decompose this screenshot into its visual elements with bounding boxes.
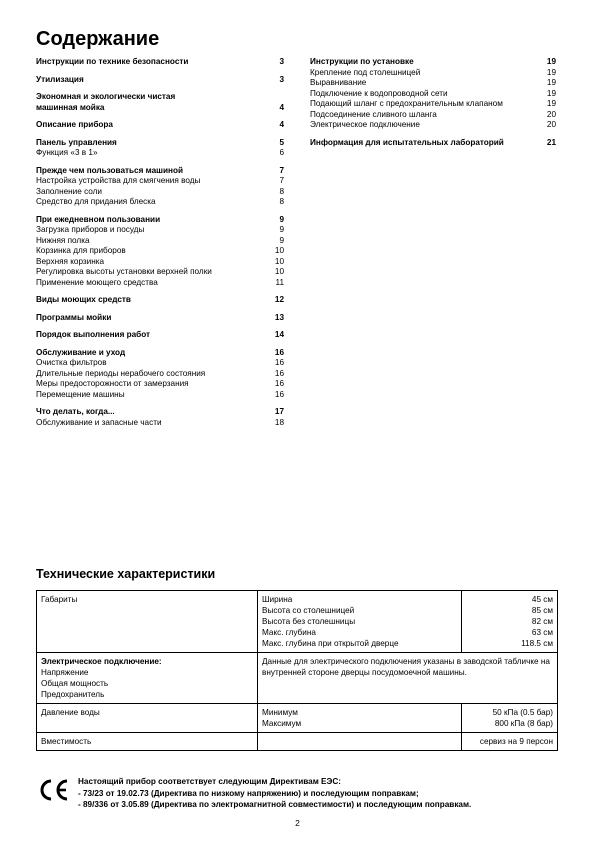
toc-gap [310,131,556,138]
toc-entry [310,99,556,110]
toc-entry-page: 9 [279,235,284,245]
toc-gap [36,68,284,75]
dimension-value: 45 см [531,595,553,604]
dimension-name: Высота без столешницы [262,617,356,626]
specs-heading: Технические характеристики [36,567,216,581]
capacity-empty [258,733,462,751]
toc-entry-title: Прежде чем пользоваться машиной [36,165,184,175]
toc-entry-title: При ежедневном пользовании [36,214,161,224]
toc-entry [36,418,284,429]
toc-entry [36,358,284,369]
toc-entry [310,138,556,149]
dimensions-values [462,591,558,653]
toc-entry-page: 20 [546,120,556,129]
toc-entry [36,225,284,236]
toc-entry-page: 16 [274,347,284,357]
toc-entry-page: 4 [279,102,284,112]
toc-entry-title: Подсоединение сливного шланга [310,109,437,119]
toc-entry-title: Настройка устройства для смягчения воды [36,176,201,185]
capacity-label: Вместимость [37,733,258,751]
dimension-value: 82 см [531,617,553,626]
toc-entry-title: Виды моющих средств [36,295,131,304]
toc-gap [36,208,284,215]
toc-entry-title: Функция «3 в 1» [36,148,98,157]
toc-entry-title: Что делать, когда... [36,407,115,416]
toc-entry-title: Выравнивание [310,78,367,87]
ce-mark-icon [38,778,70,802]
toc-entry-page: 19 [546,57,556,66]
capacity-value: сервиз на 9 персон [462,733,558,751]
toc-left-column [36,57,284,428]
toc-entry [36,57,284,68]
toc-entry [36,148,284,159]
water-max-label: Максимум [262,719,302,728]
electrical-label: Электрическое подключение: [41,657,162,666]
toc-entry-page: 10 [274,267,284,276]
toc-entry-page: 19 [546,78,556,87]
page-title: Содержание [36,28,160,50]
water-names [258,704,462,733]
electrical-cell [37,653,258,704]
toc-entry-title: Меры предосторожности от замерзания [36,379,189,388]
toc-entry [36,197,284,208]
toc-entry-title: Очистка фильтров [36,358,107,367]
toc-entry-title: Заполнение соли [36,186,102,196]
toc-entry-page: 11 [275,277,284,287]
toc-gap [36,113,284,120]
toc-entry-title: Длительные периоды нерабочего состояния [36,368,206,378]
toc-entry-page: 10 [274,256,284,266]
electrical-note: Данные для электрического подключения указаны в заводской табличке на внутренней стороне дверцы посудомоечной машины. [258,653,558,704]
toc-entry-title: Инструкции по технике безопасности [36,57,189,66]
toc-entry [36,257,284,268]
water-values [462,704,558,733]
toc-entry-page: 19 [546,99,556,108]
toc-entry-title: Средство для придания блеска [36,197,156,206]
toc-entry-title: машинная мойка [36,102,105,112]
toc-entry-page: 16 [274,379,284,388]
toc-entry [36,348,284,359]
toc-entry-page: 20 [546,109,556,119]
dimension-name: Макс. глубина при открытой дверце [262,639,399,648]
certification-line: - 89/336 от 3.05.89 (Директива по электромагнитной совместимости) и последующим поправкам. [78,800,472,809]
toc-right-column [310,57,556,148]
toc-gap [36,288,284,295]
toc-entry-page: 19 [546,88,556,98]
toc-entry [36,278,284,289]
electrical-item: Предохранитель [41,690,105,699]
dimension-value: 118.5 см [521,639,553,648]
toc-entry-page: 6 [279,148,284,157]
specs-row-electrical [37,653,558,704]
electrical-item: Общая мощность [41,679,109,688]
dimension-value: 63 см [531,628,553,637]
toc-entry-page: 8 [279,186,284,196]
toc-entry-title: Регулировка высоты установки верхней полки [36,267,212,276]
toc-gap [36,131,284,138]
specs-row-water [37,704,558,733]
toc-entry [36,407,284,418]
toc-entry-page: 18 [274,417,284,427]
toc-entry [36,215,284,226]
toc-entry [36,92,284,103]
toc-entry-page: 8 [279,197,284,206]
toc-entry-title: Перемещение машины [36,389,125,399]
toc-entry-title: Экономная и экологически чистая [36,92,176,101]
toc-entry-title: Программы мойки [36,312,112,322]
toc-gap [36,85,284,92]
toc-entry-page: 5 [279,137,284,147]
toc-gap [36,306,284,313]
page-number: 2 [295,818,300,828]
toc-entry [36,187,284,198]
toc-entry-title: Описание прибора [36,120,113,129]
dimension-name: Высота со столешницей [262,606,355,615]
toc-entry [36,295,284,306]
toc-entry-page: 7 [279,165,284,175]
toc-entry-page: 12 [274,295,284,304]
toc-entry-page: 16 [274,368,284,378]
toc-entry-page: 17 [274,407,284,416]
toc-entry [36,267,284,278]
toc-entry-page: 3 [279,74,284,84]
dimensions-label: Габариты [37,591,258,653]
toc-entry-title: Панель управления [36,137,117,147]
dimension-name: Макс. глубина [262,628,316,637]
toc-gap [36,159,284,166]
toc-entry [36,176,284,187]
toc-entry [36,120,284,131]
toc-entry-title: Подключение к водопроводной сети [310,88,448,98]
toc-entry-title: Порядок выполнения работ [36,330,151,339]
toc-entry [36,166,284,177]
toc-entry-title: Утилизация [36,74,84,84]
toc-entry-title: Инструкции по установке [310,57,414,66]
toc-entry [36,390,284,401]
water-min-value: 50 кПа (0.5 бар) [492,708,553,717]
toc-entry [310,89,556,100]
toc-entry-page: 14 [274,330,284,339]
toc-entry [36,313,284,324]
toc-gap [36,400,284,407]
toc-entry-page: 7 [279,176,284,185]
toc-entry-title: Подающий шланг с предохранительным клапаном [310,99,503,108]
toc-entry-title: Крепление под столешницей [310,67,421,77]
toc-entry [310,110,556,121]
toc-entry [36,103,284,114]
dimension-value: 85 см [531,606,553,615]
toc-entry [36,138,284,149]
dimensions-names [258,591,462,653]
toc-gap [36,341,284,348]
toc-entry-title: Нижняя полка [36,235,90,245]
toc-entry-title: Электрическое подключение [310,120,420,129]
toc-entry [36,75,284,86]
certification-line: Настоящий прибор соответствует следующим Директивам ЕЭС: [78,777,341,786]
specs-row-capacity [37,733,558,751]
toc-entry-page: 13 [274,312,284,322]
water-label: Давление воды [37,704,258,733]
electrical-item: Напряжение [41,668,89,677]
dimension-name: Ширина [262,595,293,604]
specs-row-dimensions [37,591,558,653]
toc-entry [36,236,284,247]
toc-entry-title: Применение моющего средства [36,277,158,287]
toc-entry-title: Информация для испытательных лабораторий [310,137,504,147]
toc-entry [36,330,284,341]
toc-entry-page: 4 [279,120,284,129]
toc-entry [310,120,556,131]
toc-entry [36,369,284,380]
toc-entry-page: 9 [279,214,284,224]
toc-entry [36,379,284,390]
toc-entry-title: Корзинка для приборов [36,246,126,255]
toc-entry [36,246,284,257]
toc-entry [310,57,556,68]
certification-line: - 73/23 от 19.02.73 (Директива по низкому напряжению) и последующим поправкам; [78,788,419,798]
toc-gap [36,323,284,330]
toc-entry-title: Обслуживание и запасные части [36,417,162,427]
toc-entry-page: 16 [274,389,284,399]
toc-entry-title: Верхняя корзинка [36,256,105,266]
toc-entry-page: 19 [546,67,556,77]
certification-text [78,776,558,811]
toc-entry-page: 16 [274,358,284,367]
specs-table [36,590,558,751]
toc-entry-page: 9 [279,225,284,234]
toc-entry-title: Обслуживание и уход [36,347,126,357]
water-max-value: 800 кПа (8 бар) [494,719,553,728]
toc-entry-page: 10 [274,246,284,255]
toc-entry-page: 21 [546,137,556,147]
toc-entry [310,68,556,79]
water-min-label: Минимум [262,708,298,717]
toc-entry-title: Загрузка приборов и посуды [36,225,145,234]
toc-entry [310,78,556,89]
toc-entry-page: 3 [279,57,284,66]
